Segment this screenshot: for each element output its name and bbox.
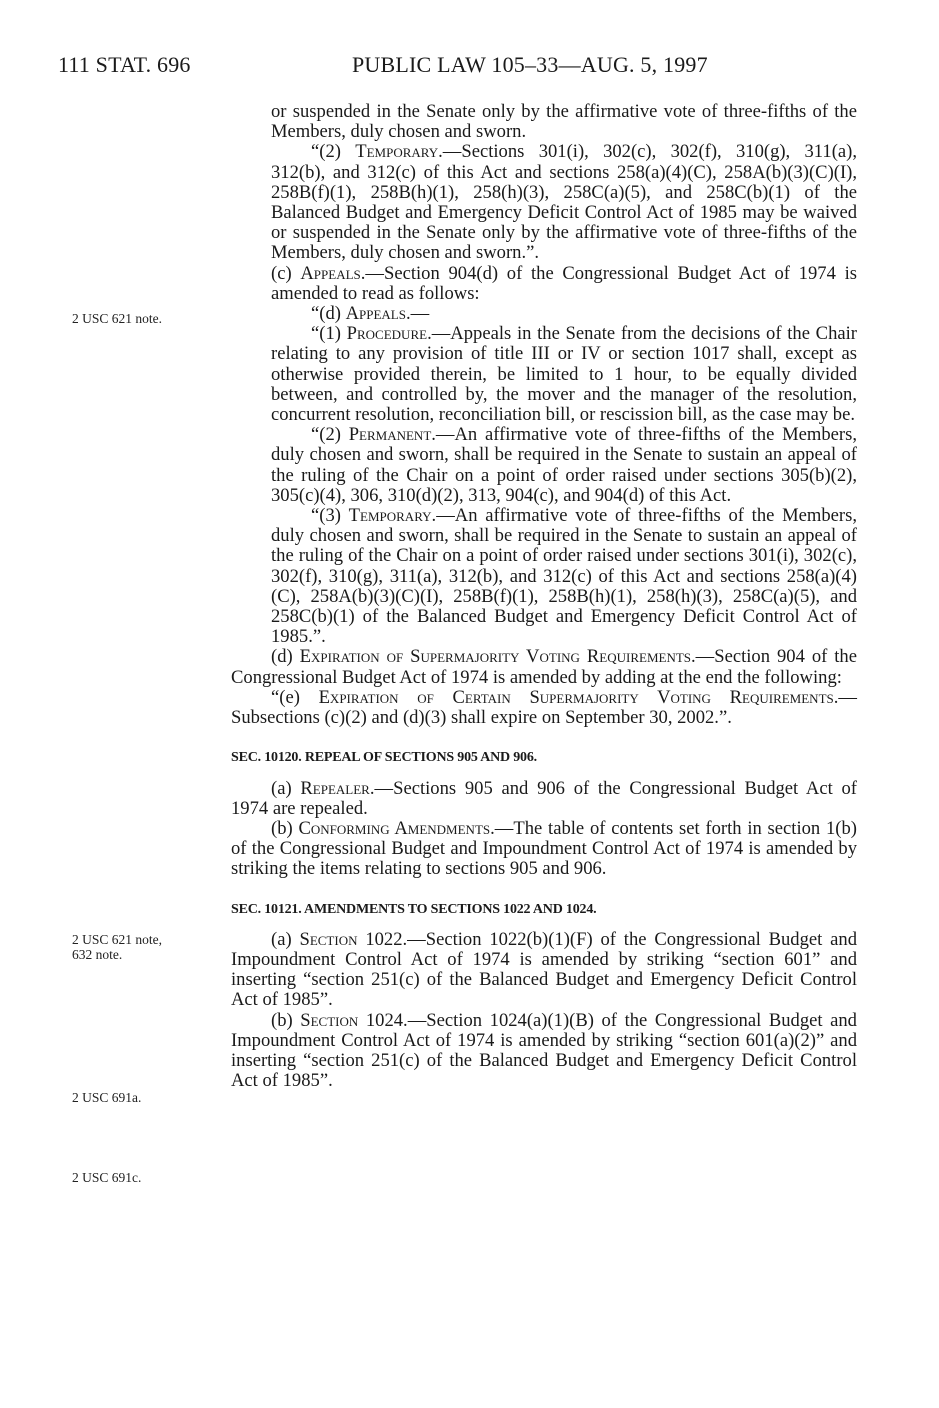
main-text [231, 102, 857, 1091]
margin-note: 2 USC 621 note. [72, 311, 163, 326]
paragraph-d-appeals: “(d) Appeals.— [311, 303, 430, 325]
page-reference: 111 STAT. 696 [58, 52, 191, 77]
margin-note: 2 USC 621 note, [72, 932, 163, 947]
paragraph: or suspended in the Senate only by the affirmative vote of three-fifths of the Members, duly chosen and sworn. [271, 101, 857, 143]
paragraph-conforming: (b) Conforming Amendments.—The table of contents set forth in section 1(b) of the Congressional Budget and Impoundment Control Act of 1974 is amended by striking the items relating to sections 905 and 906. [231, 817, 857, 880]
law-reference: PUBLIC LAW 105–33—AUG. 5, 1997 [352, 52, 708, 77]
margin-note: 632 note. [72, 947, 123, 962]
paragraph-repealer: (a) Repealer.—Sections 905 and 906 of the Congressional Budget Act of 1974 are repealed. [231, 777, 858, 819]
section-heading-10120: SEC. 10120. REPEAL OF SECTIONS 905 AND 906. [231, 750, 537, 766]
paragraph-section-1022: (a) Section 1022.—Section 1022(b)(1)(F) of the Congressional Budget and Impoundment Control Act of 1974 is amended by striking “section 601” and inserting “section 251(c) of the Balanced Budget and Emergency Deficit Control Act of 1985”. [231, 928, 857, 1011]
paragraph-expiration: (d) Expiration of Supermajority Voting Requirements.—Section 904 of the Congressional Budget Act of 1974 is amended by adding at the end the following: [231, 646, 857, 688]
section-heading-10121: SEC. 10121. AMENDMENTS TO SECTIONS 1022 AND 1024. [231, 901, 597, 917]
paragraph-temporary-3: “(3) Temporary.—An affirmative vote of three-fifths of the Members, duly chosen and sworn, shall be required in the Senate to sustain an appeal of the ruling of the Chair on a point of order raised under sections 301(i), 302(c), 302(f), 310(g), 311(a), 312(b), and 312(c) of this Act and sections 258(a)(4)(C), 258A(b)(3)(C)(I), 258B(f)(1), 258B(h)(1), 258(h)(3), 258C(a)(5), and 258C(b)(1) of the Balanced Budget and Emergency Deficit Control Act of 1985.”. [271, 505, 857, 648]
paragraph-temporary: “(2) Temporary.—Sections 301(i), 302(c), 302(f), 310(g), 311(a), 312(b), and 312(c) of this Act and sections 258(a)(4)(C), 258A(b)(3)(C)(I), 258B(f)(1), 258B(h)(1), 258(h)(3), 258C(a)(5), and 258C(b)(1) of the Balanced Budget and Emergency Deficit Control Act of 1985 may be waived or suspended in the Senate only by the affirmative vote of three-fifths of the Members, duly chosen and sworn.”. [271, 141, 857, 264]
margin-note: 2 USC 691c. [72, 1170, 142, 1185]
paragraph-expiration-e: “(e) Expiration of Certain Supermajority Voting Requirements.—Subsections (c)(2) and (d)(3) shall expire on September 30, 2002.”. [231, 686, 857, 729]
paragraph-procedure: “(1) Procedure.—Appeals in the Senate from the decisions of the Chair relating to any provision of title III or IV or section 1017 shall, except as otherwise provided therein, be limited to 1 hour, to be equally divided between, and controlled by, the mover and the manager of the resolution, concurrent resolution, reconciliation bill, or rescission bill, as the case may be. [271, 323, 857, 426]
paragraph-appeals: (c) Appeals.—Section 904(d) of the Congressional Budget Act of 1974 is amended to read as follows: [271, 262, 857, 304]
paragraph-section-1024: (b) Section 1024.—Section 1024(a)(1)(B) of the Congressional Budget and Impoundment Control Act of 1974 is amended by striking “section 601(a)(2)” and inserting “section 251(c) of the Balanced Budget and Emergency Deficit Control Act of 1985”. [231, 1009, 857, 1092]
margin-note: 2 USC 691a. [72, 1090, 142, 1105]
paragraph-permanent: “(2) Permanent.—An affirmative vote of three-fifths of the Members, duly chosen and sworn, shall be required in the Senate to sustain an appeal of the ruling of the Chair on a point of order raised under sections 305(b)(2), 305(c)(4), 306, 310(d)(2), 313, 904(c), and 904(d) of this Act. [271, 424, 857, 506]
